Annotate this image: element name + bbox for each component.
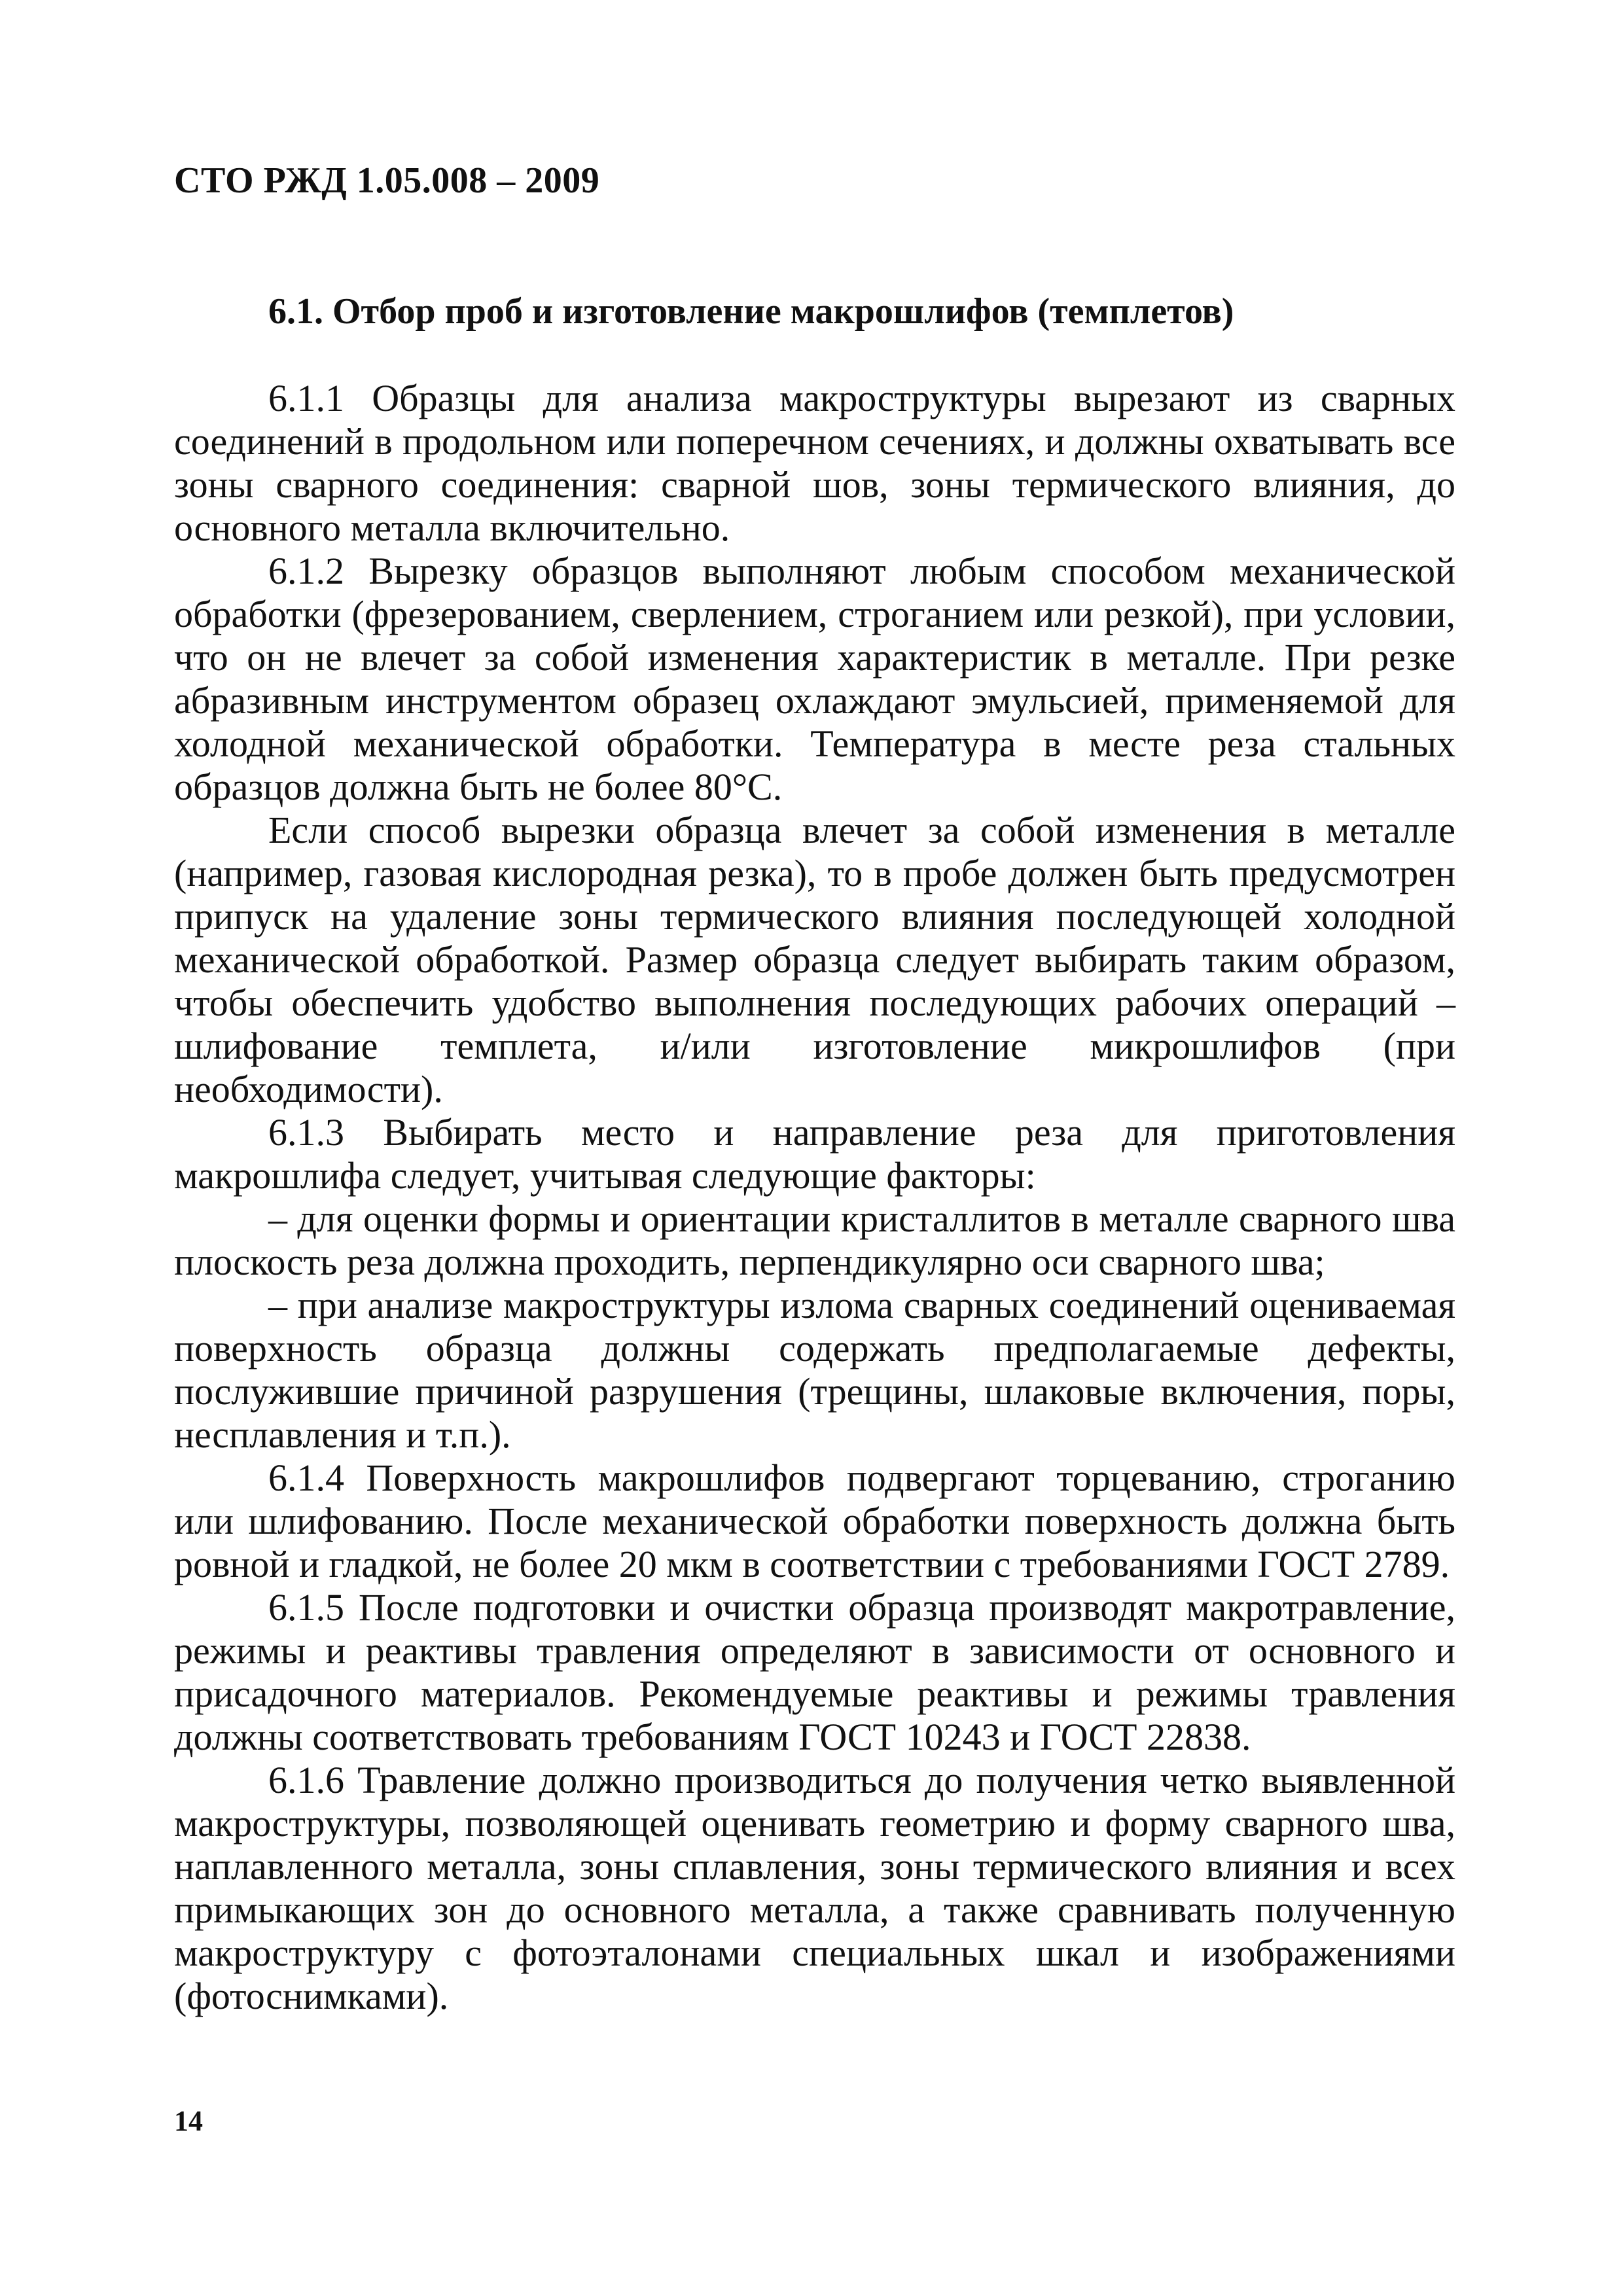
page-number: 14: [174, 2105, 203, 2137]
list-item-crystallite-orientation: – для оценки формы и ориентации кристаллитов в металле сварного шва плоскость реза должна проходить, перпендикулярно оси сварного шва;: [174, 1197, 1455, 1283]
section-title: 6.1. Отбор проб и изготовление макрошлифов (темплетов): [268, 291, 1234, 332]
document-id-header: СТО РЖД 1.05.008 – 2009: [174, 160, 600, 201]
list-item-fracture-analysis: – при анализе макроструктуры излома сварных соединений оцениваемая поверхность образца должны содержать предполагаемые дефекты, послужившие причиной разрушения (трещины, шлаковые включения, поры, несплавления и т.п.).: [174, 1284, 1455, 1456]
paragraph-cutting-method: Если способ вырезки образца влечет за собой изменения в металле (например, газовая кислородная резка), то в пробе должен быть предусмотрен припуск на удаление зоны термического влияния последующей холодной механической обработкой. Размер образца следует выбирать таким образом, чтобы обеспечить удобство выполнения последующих рабочих операций – шлифование темплета, и/или изготовление микрошлифов (при необходимости).: [174, 809, 1455, 1110]
paragraph-6-1-5: 6.1.5 После подготовки и очистки образца производят макротравление, режимы и реактивы травления определяют в зависимости от основного и присадочного материалов. Рекомендуемые реактивы и режимы травления должны соответствовать требованиям ГОСТ 10243 и ГОСТ 22838.: [174, 1586, 1455, 1758]
paragraph-6-1-2: 6.1.2 Вырезку образцов выполняют любым способом механической обработки (фрезерованием, сверлением, строганием или резкой), при условии, что он не влечет за собой изменения характеристик в металле. При резке абразивным инструментом образец охлаждают эмульсией, применяемой для холодной механической обработки. Температура в месте реза стальных образцов должна быть не более 80°С.: [174, 550, 1455, 808]
body-text: [174, 377, 1455, 2018]
paragraph-6-1-4: 6.1.4 Поверхность макрошлифов подвергают торцеванию, строганию или шлифованию. После механической обработки поверхность должна быть ровной и гладкой, не более 20 мкм в соответствии с требованиями ГОСТ 2789.: [174, 1457, 1455, 1585]
paragraph-6-1-6: 6.1.6 Травление должно производиться до получения четко выявленной макроструктуры, позволяющей оценивать геометрию и форму сварного шва, наплавленного металла, зоны сплавления, зоны термического влияния и всех примыкающих зон до основного металла, а также сравнивать полученную макроструктуру с фотоэталонами специальных шкал и изображениями (фотоснимками).: [174, 1759, 1455, 2017]
paragraph-6-1-3: 6.1.3 Выбирать место и направление реза для приготовления макрошлифа следует, учитывая следующие факторы:: [174, 1111, 1455, 1197]
paragraph-6-1-1: 6.1.1 Образцы для анализа макроструктуры вырезают из сварных соединений в продольном или поперечном сечениях, и должны охватывать все зоны сварного соединения: сварной шов, зоны термического влияния, до основного металла включительно.: [174, 377, 1455, 549]
